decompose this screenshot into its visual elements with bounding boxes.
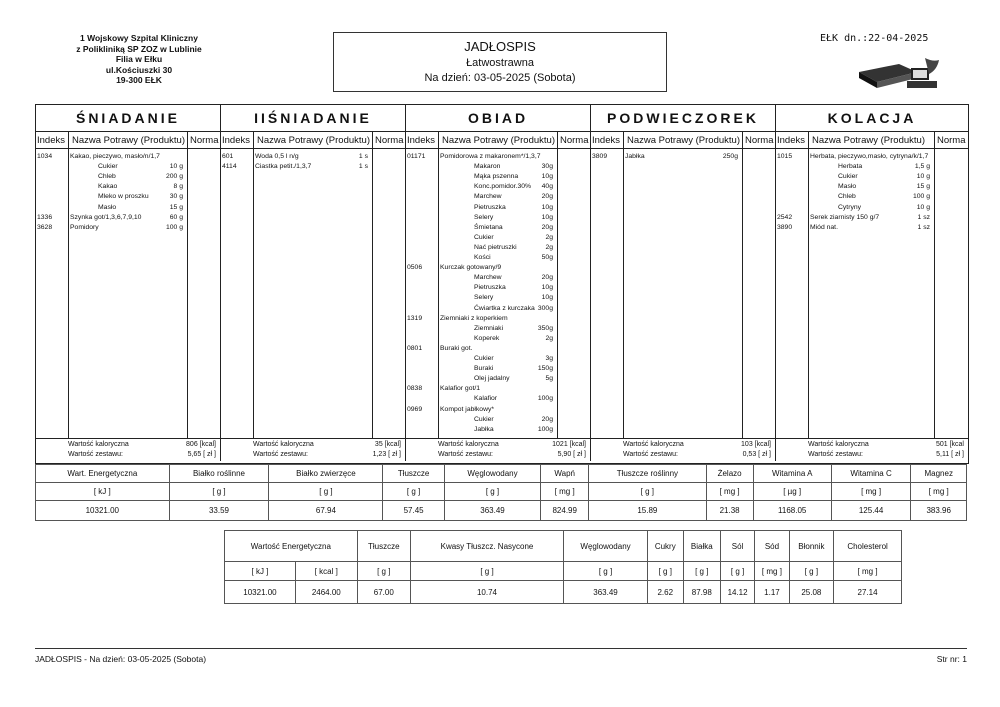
- column-header-name: Nazwa Potrawy (Produktu): [442, 134, 555, 146]
- item-name: Woda 0,5 l n/g: [255, 153, 299, 160]
- item-norm: 2g: [545, 243, 553, 251]
- nutrition-cell: Błonnik: [789, 531, 834, 562]
- calorie-label: Wartość kaloryczna: [438, 441, 499, 448]
- item-name: Mleko w proszku: [98, 193, 149, 201]
- nutrition-cell: Magnez: [911, 465, 967, 483]
- title-box: [333, 32, 667, 92]
- item-name: Marchew: [474, 274, 502, 282]
- nutrition-cell: Żelazo: [706, 465, 753, 483]
- item-name: Masło: [838, 183, 857, 191]
- column-header-name: Nazwa Potrawy (Produktu): [627, 134, 740, 146]
- column-header-row: [221, 132, 406, 149]
- hospital-line: ul.Kościuszki 30: [105, 64, 173, 75]
- item-name: Masło: [98, 203, 117, 211]
- nutrition-cell: 383.96: [911, 501, 967, 521]
- nutrition-cell: Cukry: [647, 531, 683, 562]
- item-norm: 10g: [541, 294, 553, 302]
- calorie-label: Wartość kaloryczna: [68, 441, 129, 448]
- item-name: Koperek: [474, 334, 500, 342]
- item-norm: 10g: [541, 213, 553, 221]
- item-norm: 2g: [545, 334, 553, 342]
- item-norm: 100 g: [912, 193, 930, 201]
- calorie-value: 103 [kcal]: [741, 441, 771, 448]
- nutrition-cell: [ g ]: [169, 483, 269, 501]
- nutrition-row-units: [225, 562, 902, 581]
- nutrition-cell: Tłuszcze roślinny: [589, 465, 706, 483]
- column-header-row: [36, 132, 221, 149]
- item-norm: 10g: [541, 284, 553, 292]
- item-name: Kakao: [98, 183, 118, 191]
- item-name: Cytryny: [838, 203, 862, 211]
- nutrition-cell: 363.49: [564, 581, 648, 604]
- nutrition-cell: 2464.00: [295, 581, 357, 604]
- item-norm: 10g: [541, 203, 553, 211]
- calorie-label: Wartość kaloryczna: [253, 441, 314, 448]
- meal-section: [36, 105, 221, 461]
- meal-totals: [221, 438, 405, 462]
- item-name: Konc.pomidor.30%: [474, 183, 532, 191]
- meal-title: ŚNIADANIE: [36, 105, 220, 132]
- item-name: Serek ziarnisty 150 g/7: [810, 213, 880, 221]
- nutrition-cell: 67.94: [269, 501, 383, 521]
- item-name: Buraki got.: [440, 344, 473, 352]
- nutrition-cell: 14.12: [720, 581, 754, 604]
- nutrition-cell: 1.17: [755, 581, 789, 604]
- cost-label: Wartość zestawu:: [808, 451, 863, 458]
- nutrition-cell: 363.49: [444, 501, 540, 521]
- nutrition-cell: [ g ]: [720, 562, 754, 581]
- item-norm: 15 g: [916, 183, 930, 191]
- column-header-index: Indeks: [592, 134, 620, 146]
- nutrition-cell: [ g ]: [357, 562, 410, 581]
- item-norm: 10 g: [916, 173, 930, 181]
- nutrition-cell: Cholesterol: [834, 531, 902, 562]
- nutrition-cell: [ g ]: [444, 483, 540, 501]
- meal-section: [776, 105, 968, 461]
- nutrition-cell: 57.45: [383, 501, 444, 521]
- item-name: Kompot jabłkowy*: [440, 405, 495, 413]
- nutrition-row-values: [36, 501, 967, 521]
- item-norm: 15 g: [169, 203, 183, 211]
- nutrition-cell: [ kJ ]: [36, 483, 170, 501]
- item-name: Herbata: [838, 163, 863, 171]
- item-name: Jabłka: [474, 425, 494, 433]
- item-name: Ćwiartka z kurczaka: [474, 304, 535, 312]
- item-name: Chleb: [838, 193, 856, 201]
- item-norm: 50g: [541, 254, 553, 261]
- nutrition-table-main: [35, 464, 967, 521]
- meal-title: PODWIECZOREK: [591, 105, 775, 132]
- column-header-name: Nazwa Potrawy (Produktu): [257, 134, 370, 146]
- item-index: 1319: [407, 314, 423, 322]
- item-norm: 20g: [541, 223, 553, 231]
- nutrition-cell: [ mg ]: [541, 483, 589, 501]
- nutrition-cell: Węglowodany: [564, 531, 648, 562]
- item-name: Olej jadalny: [474, 375, 510, 383]
- item-norm: 3g: [545, 355, 553, 362]
- nutrition-cell: [ mg ]: [834, 562, 902, 581]
- nutrition-cell: [ mg ]: [911, 483, 967, 501]
- nutrition-cell: 10.74: [410, 581, 563, 604]
- nutrition-cell: 27.14: [834, 581, 902, 604]
- item-index: 0506: [407, 264, 423, 272]
- nutrition-cell: Witamina C: [831, 465, 911, 483]
- item-norm: 100g: [537, 425, 553, 433]
- item-index: 0969: [407, 405, 423, 413]
- item-name: Herbata, pieczywo,masło, cytryna/k/1,7: [810, 153, 929, 160]
- column-header-row: [776, 132, 968, 149]
- item-name: Nać pietruszki: [474, 243, 517, 251]
- item-index: 0838: [407, 385, 423, 393]
- logo-icon: [855, 50, 945, 94]
- item-name: Szynka got/1,3,6,7,9,10: [70, 213, 142, 221]
- item-index: 1336: [37, 213, 53, 221]
- meal-section: [591, 105, 776, 461]
- cost-label: Wartość zestawu:: [253, 451, 308, 458]
- item-name: Marchew: [474, 193, 502, 201]
- item-norm: 30 g: [169, 193, 183, 201]
- nutrition-cell: [ mg ]: [755, 562, 789, 581]
- nutrition-cell: [ mg ]: [831, 483, 911, 501]
- page-number: Str nr: 1: [936, 654, 967, 664]
- item-index: 1015: [777, 153, 793, 160]
- item-index: 3628: [37, 223, 53, 231]
- hospital-line: 19-300 EŁK: [116, 75, 162, 86]
- column-header-norm: Norma: [375, 134, 404, 146]
- item-name: Chleb: [98, 173, 116, 181]
- item-name: Kurczak gotowany/9: [440, 264, 502, 272]
- meal-section: [406, 105, 591, 461]
- nutrition-cell: Sól: [720, 531, 754, 562]
- nutrition-cell: 2.62: [647, 581, 683, 604]
- item-norm: 20g: [541, 415, 553, 423]
- item-index: 2542: [777, 213, 793, 221]
- item-name: Pomidory: [70, 223, 99, 231]
- nutrition-cell: Wart. Energetyczna: [36, 465, 170, 483]
- item-index: 3809: [592, 153, 608, 160]
- calorie-value: 35 [kcal]: [374, 441, 401, 448]
- nutrition-cell: Tłuszcze: [357, 531, 410, 562]
- item-norm: 200 g: [165, 173, 183, 181]
- cost-value: 0,53 [ zł ]: [742, 451, 771, 458]
- item-norm: 1 s: [358, 153, 368, 160]
- item-norm: 30g: [541, 163, 553, 171]
- item-norm: 100g: [537, 395, 553, 403]
- column-header-norm: Norma: [560, 134, 589, 146]
- item-name: Ciastka petit./1,3,7: [255, 163, 312, 171]
- item-name: Makaron: [474, 163, 501, 171]
- nutrition-cell: 1168.05: [753, 501, 831, 521]
- column-header-index: Indeks: [222, 134, 250, 146]
- item-norm: 1 sz: [917, 223, 930, 231]
- meal-totals: [36, 438, 220, 462]
- item-norm: 10g: [541, 173, 553, 181]
- calorie-value: 806 [kcal]: [186, 441, 216, 448]
- nutrition-cell: 10321.00: [225, 581, 296, 604]
- item-name: Pietruszka: [474, 203, 506, 211]
- nutrition-cell: 21.38: [706, 501, 753, 521]
- cost-label: Wartość zestawu:: [68, 451, 123, 458]
- nutrition-cell: 33.59: [169, 501, 269, 521]
- item-norm: 300g: [537, 304, 553, 312]
- meal-totals: [776, 438, 968, 462]
- page-footer: [35, 648, 967, 664]
- nutrition-cell: Wapń: [541, 465, 589, 483]
- menu-date: Na dzień: 03-05-2025 (Sobota): [424, 72, 576, 84]
- cost-label: Wartość zestawu:: [438, 451, 493, 458]
- hospital-line: 1 Wojskowy Szpital Kliniczny: [80, 33, 198, 43]
- nutrition-cell: [ g ]: [589, 483, 706, 501]
- meal-totals: [406, 438, 590, 462]
- meal-totals: [591, 438, 775, 462]
- nutrition-cell: [ kcal ]: [295, 562, 357, 581]
- nutrition-cell: [ kJ ]: [225, 562, 296, 581]
- calorie-label: Wartość kaloryczna: [623, 441, 684, 448]
- diet-name: Łatwostrawna: [466, 57, 534, 69]
- nutrition-cell: Tłuszcze: [383, 465, 444, 483]
- item-name: Buraki: [474, 365, 494, 373]
- item-name: Mąka pszenna: [474, 173, 519, 181]
- item-index: 1034: [37, 153, 53, 160]
- nutrition-cell: Węglowodany: [444, 465, 540, 483]
- item-name: Pietruszka: [474, 284, 506, 292]
- calorie-label: Wartość kaloryczna: [808, 441, 869, 448]
- column-header-norm: Norma: [190, 134, 219, 146]
- item-name: Cukier: [838, 173, 858, 181]
- item-name: Miód nat.: [810, 223, 838, 231]
- column-header-norm: Norma: [937, 134, 966, 146]
- nutrition-cell: [ g ]: [647, 562, 683, 581]
- meal-title: IIŚNIADANIE: [221, 105, 405, 132]
- nutrition-cell: [ g ]: [383, 483, 444, 501]
- nutrition-cell: Białka: [683, 531, 720, 562]
- column-header-row: [591, 132, 776, 149]
- column-header-norm: Norma: [745, 134, 774, 146]
- item-norm: 10 g: [916, 203, 930, 211]
- nutrition-cell: Wartość Energetyczna: [225, 531, 358, 562]
- item-name: Jabłka: [625, 153, 645, 160]
- item-norm: 150g: [537, 365, 553, 373]
- calorie-value: 1021 [kcal]: [552, 441, 586, 448]
- item-index: 0801: [407, 344, 423, 352]
- column-header-index: Indeks: [777, 134, 805, 146]
- nutrition-cell: [ g ]: [269, 483, 383, 501]
- nutrition-cell: 10321.00: [36, 501, 170, 521]
- column-header-index: Indeks: [37, 134, 65, 146]
- item-name: Ziemniaki: [474, 324, 504, 332]
- item-norm: 5g: [545, 375, 553, 383]
- meal-section: [221, 105, 406, 461]
- hospital-address: [44, 33, 234, 86]
- nutrition-row-values: [225, 581, 902, 604]
- cost-label: Wartość zestawu:: [623, 451, 678, 458]
- meal-title: KOLACJA: [776, 105, 968, 132]
- item-norm: 2g: [545, 233, 553, 241]
- nutrition-cell: Białko zwierzęce: [269, 465, 383, 483]
- item-name: Cukier: [474, 355, 494, 362]
- item-norm: 1 s: [358, 163, 368, 171]
- issue-date: EŁK dn.:22-04-2025: [820, 33, 929, 44]
- nutrition-cell: 87.98: [683, 581, 720, 604]
- item-name: Kakao, pieczywo, masło/n/1,7: [70, 153, 160, 160]
- item-name: Ziemniaki z koperkiem: [440, 314, 508, 322]
- item-name: Kalafior got/1: [440, 385, 481, 393]
- item-name: Cukier: [98, 163, 118, 171]
- nutrition-row-units: [36, 483, 967, 501]
- meal-title: OBIAD: [406, 105, 590, 132]
- nutrition-cell: [ g ]: [789, 562, 834, 581]
- column-header-row: [406, 132, 591, 149]
- nutrition-cell: 824.99: [541, 501, 589, 521]
- item-index: 601: [222, 153, 234, 160]
- nutrition-table-detail: [224, 530, 902, 604]
- item-norm: 60 g: [169, 213, 183, 221]
- item-index: 01171: [407, 153, 426, 160]
- nutrition-cell: [ g ]: [683, 562, 720, 581]
- nutrition-cell: Witamina A: [753, 465, 831, 483]
- cost-value: 5,11 [ zł ]: [936, 451, 964, 458]
- hospital-line: Filia w Ełku: [115, 54, 163, 65]
- item-name: Cukier: [474, 233, 494, 241]
- item-norm: 20g: [541, 193, 553, 201]
- nutrition-cell: 67.00: [357, 581, 410, 604]
- nutrition-cell: Kwasy Tłuszcz. Nasycone: [410, 531, 563, 562]
- item-index: 3890: [777, 223, 793, 231]
- item-name: Pomidorowa z makaronem*/1,3,7: [440, 153, 541, 160]
- item-name: Cukier: [474, 415, 494, 423]
- menu-table: [35, 104, 969, 464]
- nutrition-cell: Białko roślinne: [169, 465, 269, 483]
- item-index: 4114: [222, 163, 237, 171]
- page-title: JADŁOSPIS: [464, 39, 536, 54]
- item-norm: 350g: [537, 324, 553, 332]
- nutrition-cell: 15.89: [589, 501, 706, 521]
- item-name: Selery: [474, 294, 494, 302]
- item-name: Kalafior: [474, 395, 498, 403]
- item-name: Śmietana: [474, 223, 503, 231]
- nutrition-cell: [ mg ]: [706, 483, 753, 501]
- item-norm: 10 g: [169, 163, 183, 171]
- column-header-index: Indeks: [407, 134, 435, 146]
- item-norm: 20g: [541, 274, 553, 282]
- nutrition-cell: 25.08: [789, 581, 834, 604]
- nutrition-cell: [ g ]: [410, 562, 563, 581]
- item-norm: 100 g: [165, 223, 183, 231]
- cost-value: 5,65 [ zł ]: [187, 451, 216, 458]
- nutrition-row-headers: [36, 465, 967, 483]
- item-norm: 1 sz: [917, 213, 930, 221]
- nutrition-cell: [ µg ]: [753, 483, 831, 501]
- calorie-value: 501 [kcal: [935, 441, 964, 448]
- item-norm: 40g: [541, 183, 553, 191]
- hospital-line: z Polikliniką SP ZOZ w Lublinie: [76, 43, 202, 54]
- item-name: Selery: [474, 213, 494, 221]
- footer-title: JADŁOSPIS - Na dzień: 03-05-2025 (Sobota): [35, 654, 207, 664]
- item-norm: 1,5 g: [914, 163, 930, 171]
- nutrition-cell: [ g ]: [564, 562, 648, 581]
- nutrition-row-headers: [225, 531, 902, 562]
- cost-value: 5,90 [ zł ]: [557, 451, 586, 458]
- item-norm: 8 g: [173, 183, 183, 191]
- nutrition-cell: 125.44: [831, 501, 911, 521]
- cost-value: 1,23 [ zł ]: [372, 451, 401, 458]
- item-name: Kości: [474, 254, 491, 261]
- column-header-name: Nazwa Potrawy (Produktu): [812, 134, 925, 146]
- item-norm: 250g: [722, 153, 738, 160]
- column-header-name: Nazwa Potrawy (Produktu): [72, 134, 185, 146]
- nutrition-cell: Sód: [755, 531, 789, 562]
